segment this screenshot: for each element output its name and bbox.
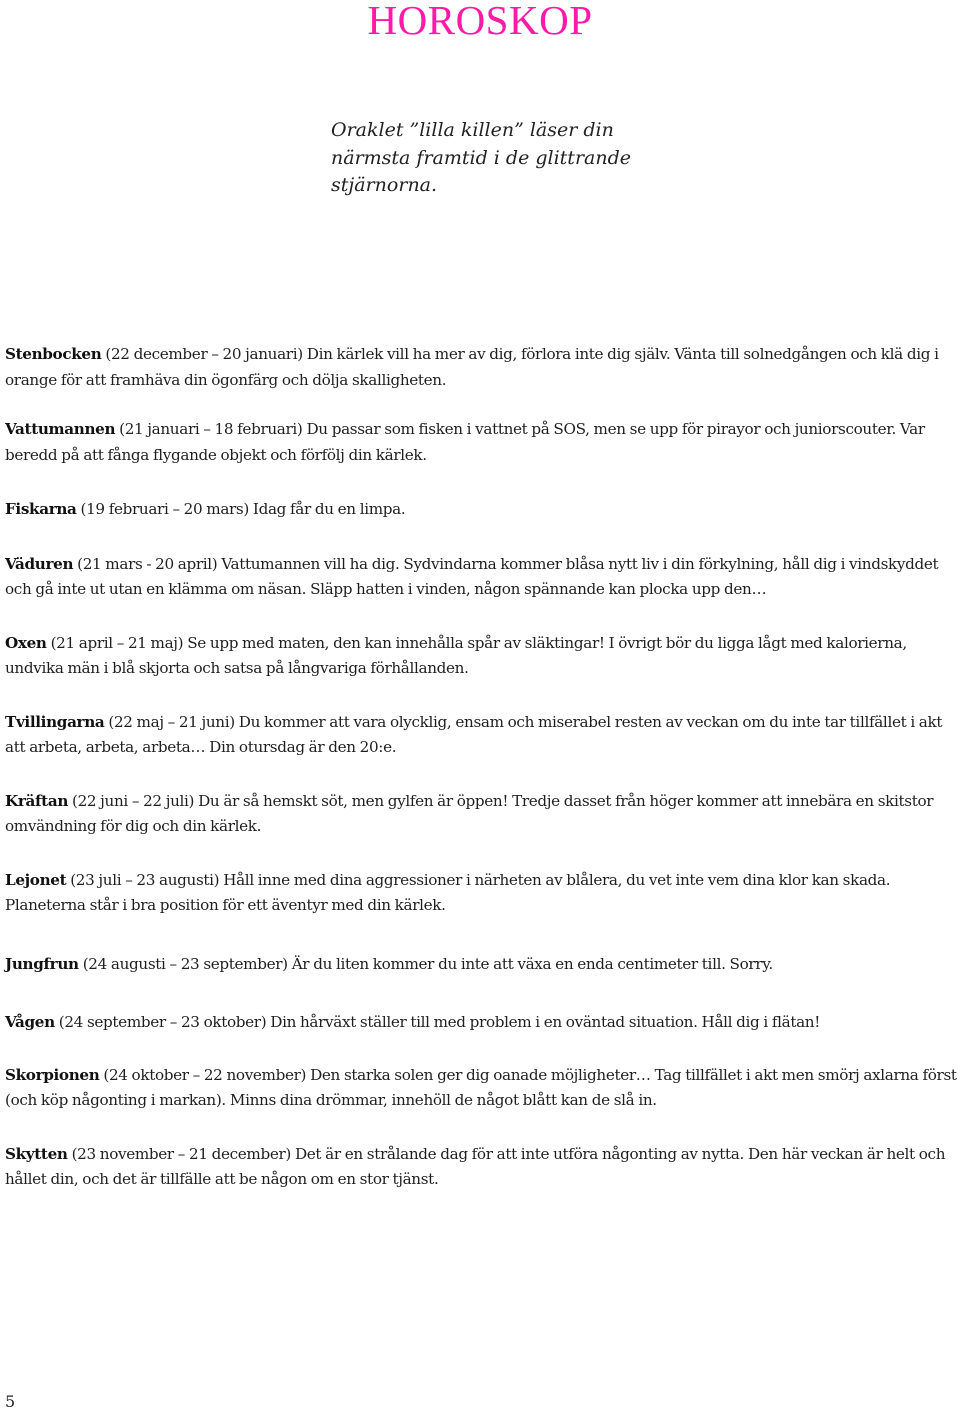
- horoscope-entry-jungfrun: [5, 952, 957, 978]
- horoscope-entry-skorpionen: [5, 1063, 957, 1114]
- entry-text: (24 oktober – 22 november) Den starka solen ger dig oanade möjligheter… Tag tillfället i akt men smörj axlarna först (och köp någonting i markan). Minns dina drömmar, innehöll de något blått kan de slå in.: [5, 1065, 957, 1109]
- entry-text: (22 december – 20 januari) Din kärlek vill ha mer av dig, förlora inte dig själv. Vänta till solnedgången och klä dig i orange för att framhäva din ögonfärg och dölja skalligheten.: [5, 345, 939, 389]
- intro-text: Oraklet ”lilla killen” läser din närmsta framtid i de glittrande stjärnorna.: [331, 119, 631, 196]
- sign-name: Skorpionen: [5, 1065, 100, 1084]
- entry-text: (24 augusti – 23 september) Är du liten kommer du inte att växa en enda centimeter till. Sorry.: [78, 954, 773, 973]
- sign-name: Vågen: [5, 1013, 55, 1031]
- horoscope-list: [5, 342, 957, 1193]
- entry-text: (21 mars - 20 april) Vattumannen vill ha dig. Sydvindarna kommer blåsa nytt liv i din förkylning, håll dig i vindskyddet och gå inte ut utan en klämma om näsan. Släpp hatten i vinden, någon spännande kan plocka upp den…: [5, 554, 939, 598]
- entry-text: (22 maj – 21 juni) Du kommer att vara olycklig, ensam och miserabel resten av veckan om du inte tar tillfället i akt att arbeta, arbeta, arbeta… Din otursdag är den 20:e.: [5, 712, 943, 756]
- horoscope-entry-fiskarna: [5, 497, 957, 523]
- horoscope-entry-stenbocken: [5, 342, 957, 393]
- horoscope-entry-tvillingarna: [5, 710, 957, 761]
- entry-text: (19 februari – 20 mars) Idag får du en limpa.: [76, 500, 406, 518]
- sign-name: Vattumannen: [5, 420, 116, 438]
- horoscope-entry-vattumannen: [5, 417, 957, 468]
- horoscope-entry-oxen: [5, 631, 957, 682]
- entry-text: (21 april – 21 maj) Se upp med maten, den kan innehålla spår av släktingar! I övrigt bör du ligga lågt med kalorierna, undvika män i blå skjorta och satsa på långvariga förhållanden.: [5, 633, 907, 677]
- sign-name: Jungfrun: [5, 954, 79, 973]
- horoscope-entry-vaduren: [5, 552, 957, 603]
- horoscope-entry-vagen: [5, 1010, 957, 1036]
- horoscope-entry-skytten: [5, 1142, 957, 1193]
- horoscope-entry-kraftan: [5, 789, 957, 840]
- sign-name: Oxen: [5, 633, 47, 652]
- page-number: 5: [5, 1392, 16, 1411]
- entry-text: (24 september – 23 oktober) Din hårväxt ställer till med problem i en oväntad situation. Håll dig i flätan!: [54, 1013, 820, 1031]
- horoscope-entry-lejonet: [5, 868, 957, 919]
- entry-text: (23 juli – 23 augusti) Håll inne med dina aggressioner i närheten av blålera, du vet inte vem dina klor kan skada. Planeterna står i bra position för ett äventyr med din kärlek.: [5, 870, 891, 914]
- page-title: HOROSKOP: [367, 0, 593, 43]
- sign-name: Väduren: [5, 554, 74, 573]
- sign-name: Fiskarna: [5, 500, 77, 518]
- entry-text: (22 juni – 22 juli) Du är så hemskt söt, men gylfen är öppen! Tredje dasset från höger kommer att innebära en skitstor omvändning för dig och din kärlek.: [5, 791, 934, 835]
- sign-name: Stenbocken: [5, 345, 102, 363]
- entry-text: (23 november – 21 december) Det är en strålande dag för att inte utföra någonting av nytta. Den här veckan är helt och hållet din, och det är tillfälle att be någon om en stor tjänst.: [5, 1144, 946, 1188]
- sign-name: Tvillingarna: [5, 712, 105, 731]
- sign-name: Skytten: [5, 1144, 68, 1163]
- sign-name: Lejonet: [5, 870, 67, 889]
- entry-text: (21 januari – 18 februari) Du passar som fisken i vattnet på SOS, men se upp för pirayor och juniorscouter. Var beredd på att fånga flygande objekt och förfölj din kärlek.: [5, 420, 925, 464]
- sign-name: Kräftan: [5, 791, 69, 810]
